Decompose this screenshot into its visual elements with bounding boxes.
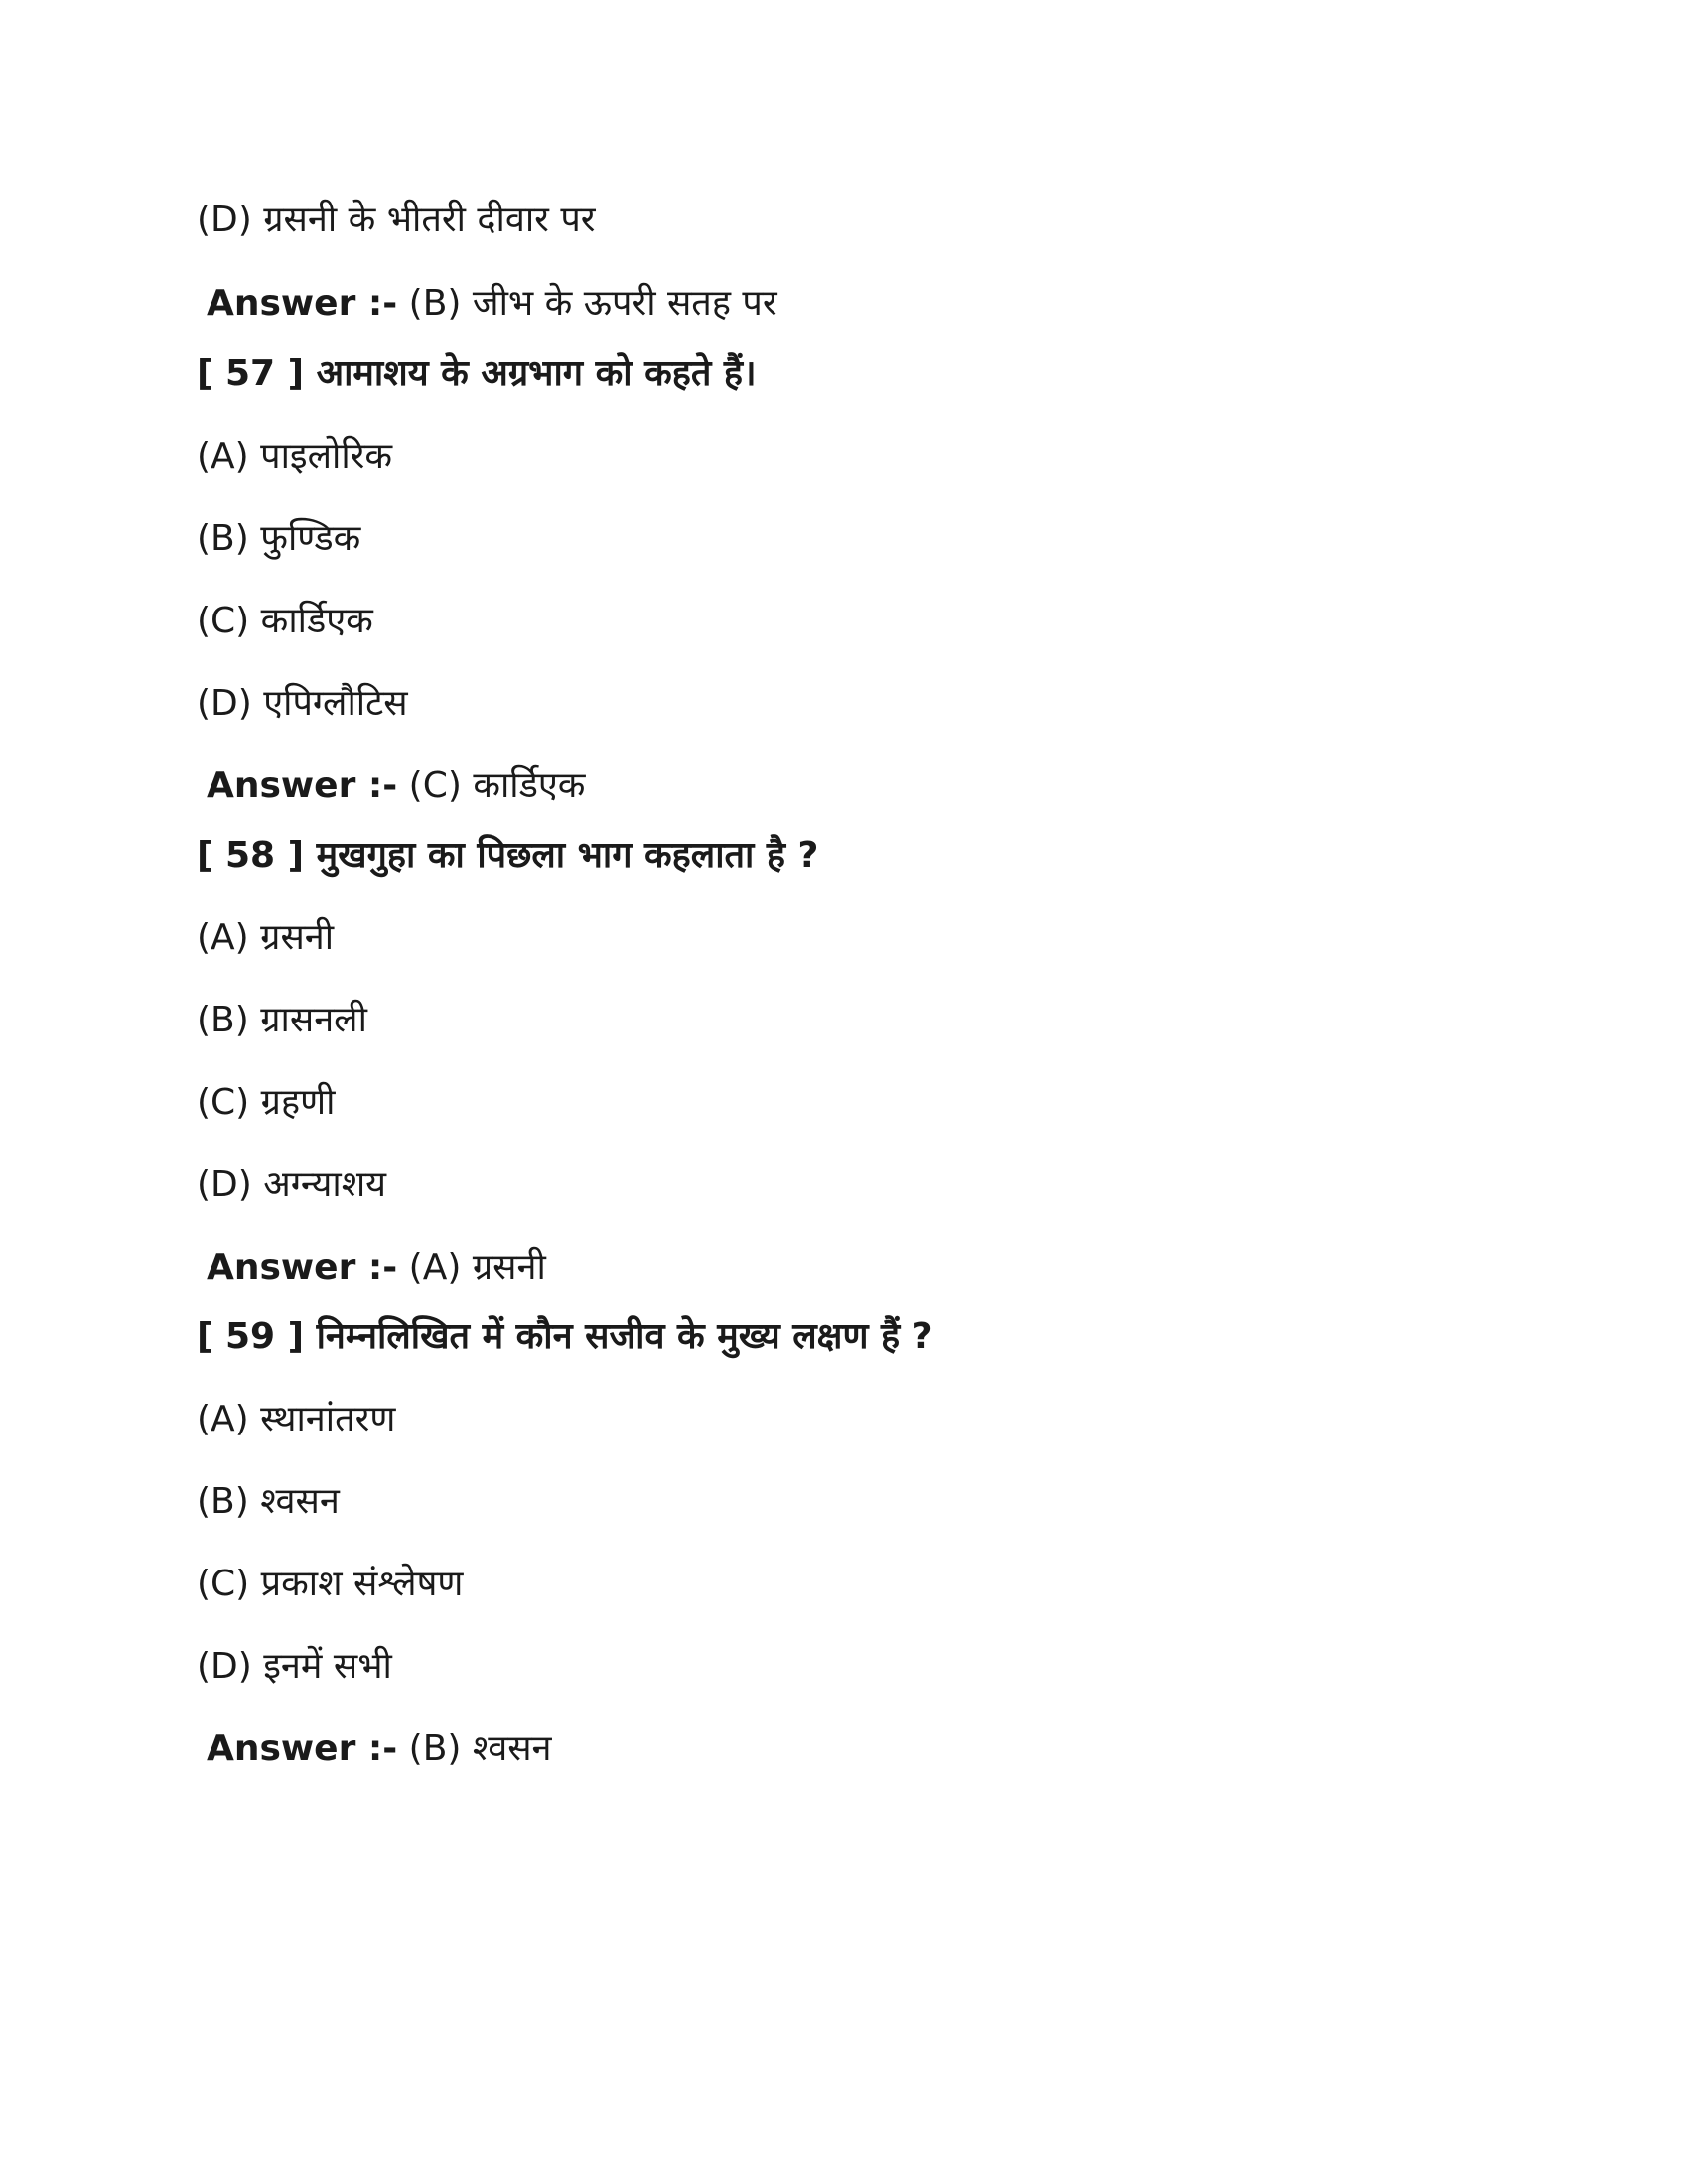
option-text: (B) श्वसन	[197, 1481, 340, 1522]
option-text: (A) पाइलोरिक	[197, 436, 393, 477]
answer-text: (C) कार्डिएक	[397, 765, 586, 806]
answer-58	[207, 1244, 546, 1292]
answer-57	[207, 762, 585, 810]
answer-label: Answer :-	[207, 1247, 398, 1288]
option-57-c	[197, 598, 373, 645]
option-57-a	[197, 433, 392, 480]
option-58-c	[197, 1079, 335, 1127]
option-text: (C) कार्डिएक	[197, 601, 373, 641]
option-text: (B) ग्रासनली	[197, 1000, 367, 1040]
question-text: [ 57 ] आमाशय के अग्रभाग को कहते हैं।	[197, 353, 757, 394]
answer-text: (B) जीभ के ऊपरी सतह पर	[397, 283, 777, 324]
answer-59	[207, 1725, 552, 1773]
option-text: (C) ग्रहणी	[197, 1082, 336, 1123]
option-56-d	[197, 197, 596, 244]
answer-56	[207, 280, 777, 328]
option-text: (A) ग्रसनी	[197, 917, 335, 958]
answer-label: Answer :-	[207, 283, 398, 324]
option-text: (D) एपिग्लौटिस	[197, 683, 408, 724]
option-58-d	[197, 1161, 386, 1209]
option-text: (D) ग्रसनी के भीतरी दीवार पर	[197, 200, 596, 240]
option-57-d	[197, 680, 408, 728]
option-58-b	[197, 997, 367, 1044]
option-text: (D) इनमें सभी	[197, 1646, 392, 1687]
answer-text: (B) श्वसन	[397, 1728, 552, 1769]
option-text: (D) अग्न्याशय	[197, 1164, 387, 1205]
question-57	[197, 350, 757, 398]
option-59-a	[197, 1396, 395, 1443]
option-text: (C) प्रकाश संश्लेषण	[197, 1564, 464, 1604]
option-57-b	[197, 515, 360, 563]
option-text: (B) फुण्डिक	[197, 518, 361, 559]
answer-label: Answer :-	[207, 1728, 398, 1769]
option-59-d	[197, 1643, 392, 1691]
answer-text: (A) ग्रसनी	[397, 1247, 546, 1288]
question-text: [ 58 ] मुखगुहा का पिछला भाग कहलाता है ?	[197, 835, 819, 876]
option-59-b	[197, 1478, 340, 1526]
option-text: (A) स्थानांतरण	[197, 1399, 396, 1439]
question-text: [ 59 ] निम्नलिखित में कौन सजीव के मुख्य लक्षण हैं ?	[197, 1316, 933, 1357]
question-59	[197, 1313, 933, 1361]
option-58-a	[197, 914, 334, 962]
option-59-c	[197, 1561, 463, 1608]
answer-label: Answer :-	[207, 765, 398, 806]
question-58	[197, 832, 818, 880]
